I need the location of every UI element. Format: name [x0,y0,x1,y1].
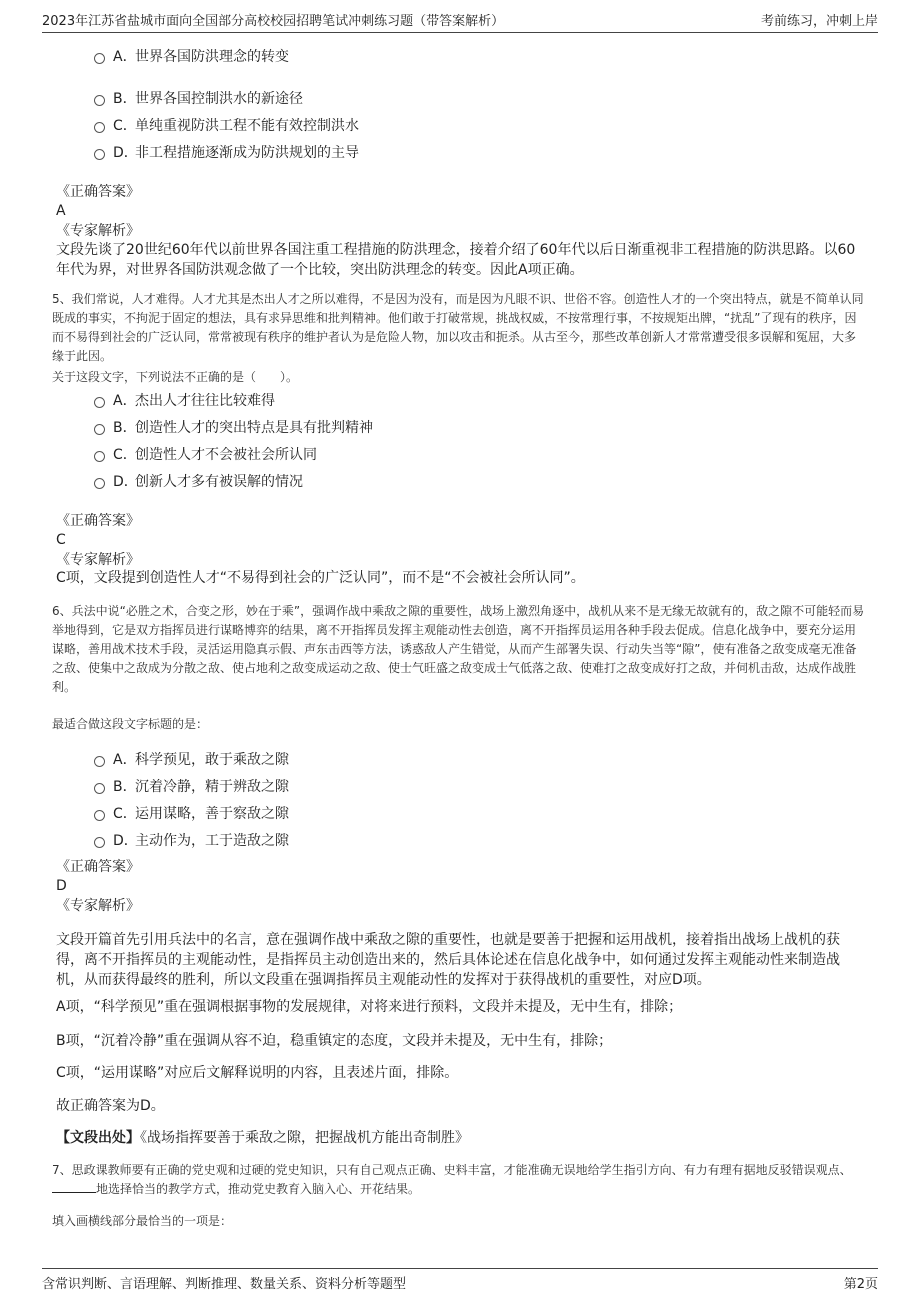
q5-question: 关于这段文字，下列说法不正确的是（ ）。 [52,370,299,384]
source-tag: 【文段出处】 [56,1130,140,1146]
page-number: 第2页 [843,1277,878,1292]
q6-option-d[interactable]: D． 主动作为，工于造敌之隙 [94,830,289,850]
source-title: 《战场指挥要善于乘敌之隙，把握战机方能出奇制胜》 [140,1130,469,1146]
radio-icon[interactable] [94,837,105,848]
q6-analysis-conclusion: 故正确答案为D。 [56,1098,165,1114]
q7-question: 填入画横线部分最恰当的一项是： [52,1214,233,1228]
q5-analysis: C项，文段提到创造性人才“不易得到社会的广泛认同”，而不是“不会被社会所认同”。 [56,570,585,586]
q4-answer: A [56,203,66,219]
q5-answer-label: 《正确答案》 [56,513,140,529]
q6-analysis-p1: 文段开篇首先引用兵法中的名言，意在强调作战中乘敌之隙的重要性，也就是要善于把握和运用战机，接着指出战场上战机的获得，离不开指挥员的主观能动性，是指挥员主动创造出来的，然后具体论述在信息化战争中，如何通过发挥主观能动性来制造战机，从而获得最终的胜利，所以文段重在强调指挥员主观能动性的发挥对于获得战机的重要性，对应D项。 [56,932,840,988]
page-header [42,10,878,33]
radio-icon[interactable] [94,424,105,435]
radio-icon[interactable] [94,53,105,64]
q6-analysis-label: 《专家解析》 [56,898,140,914]
header-title: 2023年江苏省盐城市面向全国部分高校校园招聘笔试冲刺练习题（带答案解析） [42,14,505,29]
q6-answer-label: 《正确答案》 [56,859,140,875]
radio-icon[interactable] [94,783,105,794]
q4-analysis-label: 《专家解析》 [56,223,140,239]
q7-stem: 7、思政课教师要有正确的党史观和过硬的党史知识，只有自己观点正确、史料丰富，才能准确无误地给学生指引方向、有力有理有据地反驳错误观点、地选择恰当的教学方式，推动党史教育入脑入心、开花结果。 [52,1163,852,1196]
q6-stem: 6、兵法中说“必胜之术，合变之形，妙在于乘”，强调作战中乘敌之隙的重要性，战场上激烈角逐中，战机从来不是无缘无故就有的，敌之隙不可能轻而易举地得到，它是双方指挥员进行谋略博弈的结果，离不开指挥员发挥主观能动性去创造，离不开指挥员运用各种手段去促成。信息化战争中，要充分运用谋略，善用战术技术手段，灵活运用隐真示假、声东击西等方法，诱惑敌人产生错觉，从而产生部署失误、行动失当等“隙”，使有准备之敌变成毫无准备之敌、使集中之敌成为分散之敌、使占地利之敌变成运动之敌、使士气旺盛之敌变成士气低落之敌、使难打之敌变成好打之敌，并伺机击敌，达成作战胜利。 [52,604,865,694]
header-slogan: 考前练习，冲刺上岸 [760,14,878,29]
q5-option-d[interactable]: D． 创新人才多有被误解的情况 [94,471,303,491]
q4-option-b[interactable]: B． 世界各国控制洪水的新途径 [94,88,303,108]
q6-option-a[interactable]: A． 科学预见，敢于乘敌之隙 [94,749,289,769]
radio-icon[interactable] [94,95,105,106]
fill-blank [52,1192,96,1193]
radio-icon[interactable] [94,451,105,462]
radio-icon[interactable] [94,756,105,767]
q5-option-b[interactable]: B． 创造性人才的突出特点是具有批判精神 [94,417,373,437]
q6-question: 最适合做这段文字标题的是： [52,717,209,731]
q6-source [56,1128,469,1148]
q5-analysis-label: 《专家解析》 [56,552,140,568]
radio-icon[interactable] [94,397,105,408]
q5-answer: C [56,532,66,548]
q5-option-a[interactable]: A． 杰出人才往往比较难得 [94,390,275,410]
q6-answer: D [56,878,67,894]
footer-note: 含常识判断、言语理解、判断推理、数量关系、资料分析等题型 [42,1277,407,1292]
q4-option-a[interactable]: A． 世界各国防洪理念的转变 [94,46,289,66]
radio-icon[interactable] [94,149,105,160]
q6-option-b[interactable]: B． 沉着冷静，精于辨敌之隙 [94,776,289,796]
q6-option-c[interactable]: C． 运用谋略，善于察敌之隙 [94,803,289,823]
radio-icon[interactable] [94,122,105,133]
q4-analysis: 文段先谈了20世纪60年代以前世界各国注重工程措施的防洪理念，接着介绍了60年代以后日渐重视非工程措施的防洪思路。以60年代为界，对世界各国防洪观念做了一个比较，突出防洪理念的转变。因此A项正确。 [56,242,856,278]
q4-option-c[interactable]: C． 单纯重视防洪工程不能有效控制洪水 [94,115,359,135]
q4-option-d[interactable]: D． 非工程措施逐渐成为防洪规划的主导 [94,142,359,162]
q6-analysis-a: A项，“科学预见”重在强调根据事物的发展规律，对将来进行预料，文段并未提及，无中生有，排除； [56,999,683,1015]
q6-analysis-c: C项，“运用谋略”对应后文解释说明的内容，且表述片面，排除。 [56,1065,459,1081]
q5-option-c[interactable]: C． 创造性人才不会被社会所认同 [94,444,317,464]
radio-icon[interactable] [94,478,105,489]
radio-icon[interactable] [94,810,105,821]
q4-answer-label: 《正确答案》 [56,184,140,200]
q5-stem: 5、我们常说，人才难得。人才尤其是杰出人才之所以难得，不是因为没有，而是因为凡眼不识、世俗不容。创造性人才的一个突出特点，就是不简单认同既成的事实，不拘泥于固定的想法，具有求异思维和批判精神。他们敢于打破常规，挑战权威，不按常理行事，不按规矩出牌，“扰乱”了现有的秩序，因而不易得到社会的广泛认同，常常被现有秩序的维护者认为是危险人物，加以攻击和扼杀。从古至今，那些改革创新人才常常遭受很多误解和冤屈，大多缘于此因。 [52,292,864,363]
page-footer [42,1268,878,1292]
q6-analysis-b: B项，“沉着冷静”重在强调从容不迫，稳重镇定的态度，文段并未提及，无中生有，排除； [56,1033,613,1049]
